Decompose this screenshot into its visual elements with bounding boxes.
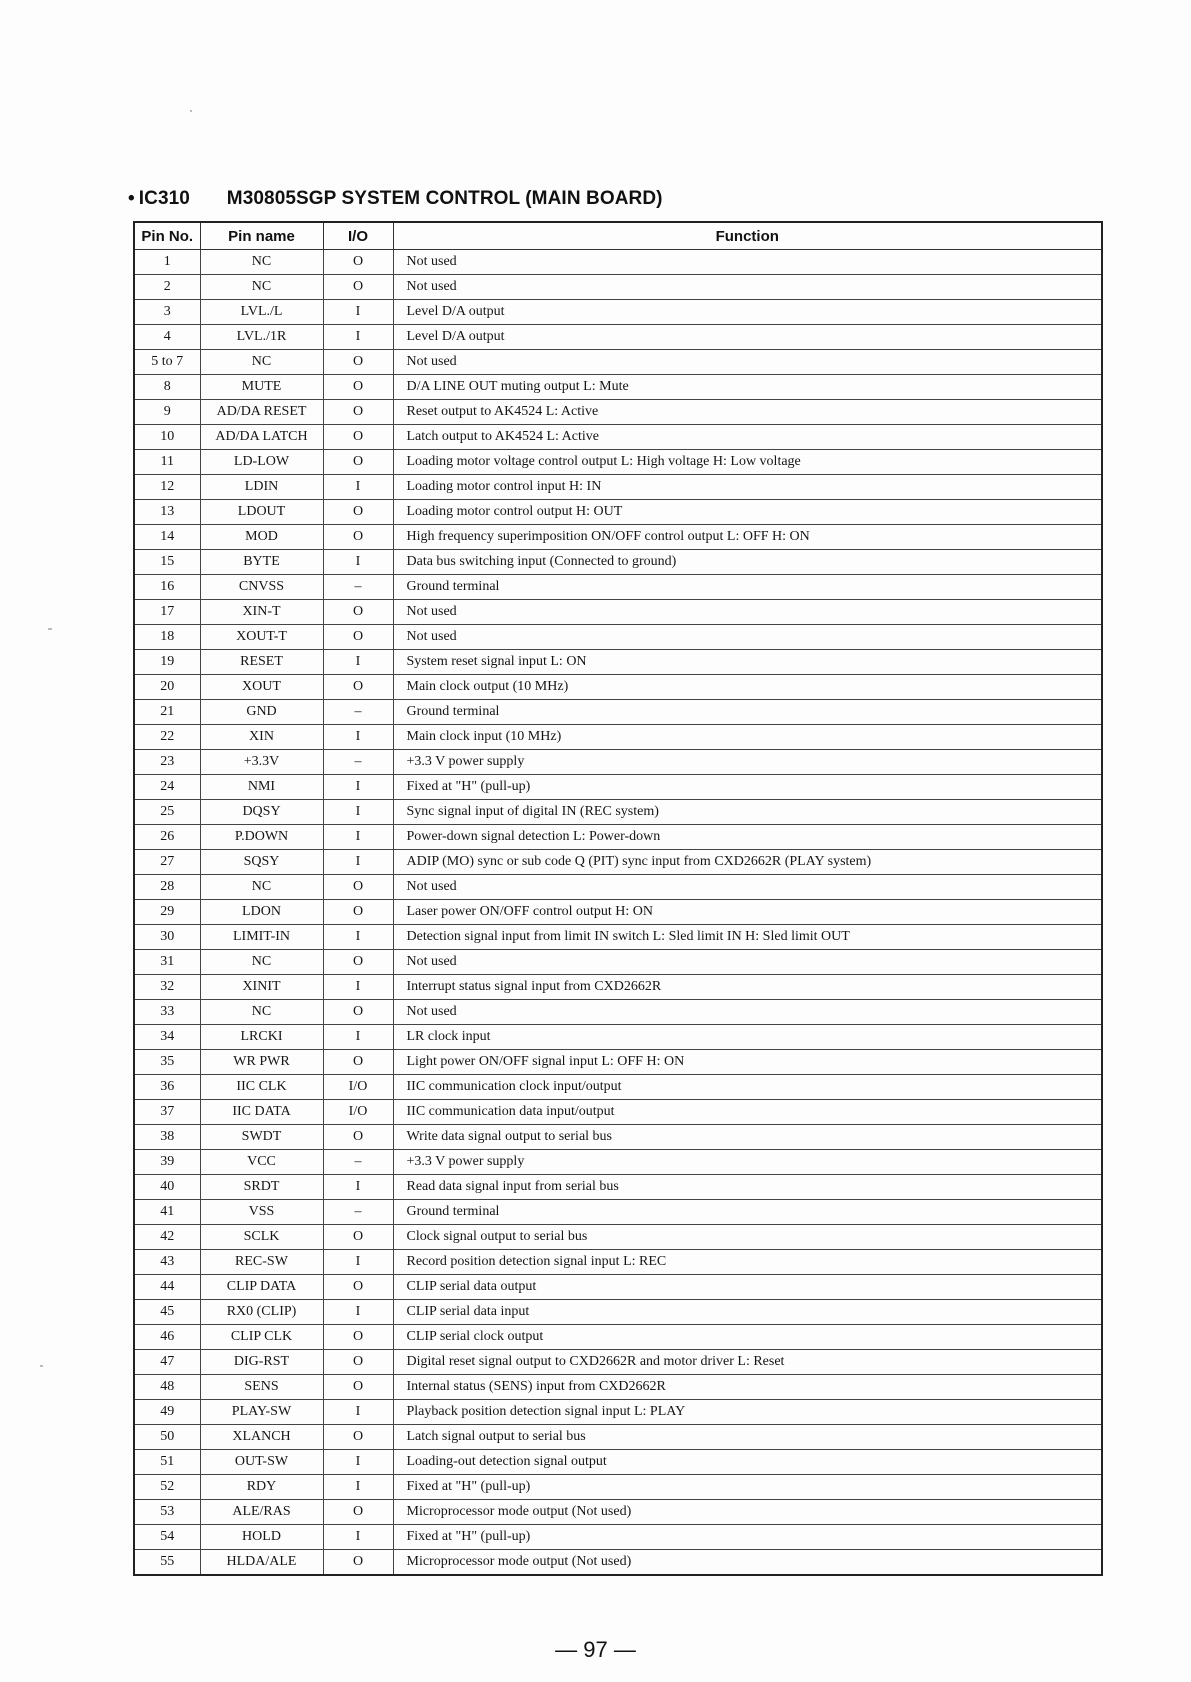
table-row — [134, 1175, 1102, 1200]
cell-function: Fixed at "H" (pull-up) — [393, 1475, 1102, 1500]
cell-function: Level D/A output — [393, 300, 1102, 325]
table-row — [134, 550, 1102, 575]
cell-io: O — [323, 1325, 393, 1350]
table-row — [134, 1050, 1102, 1075]
cell-pin-name: NC — [200, 350, 323, 375]
cell-pin-name: VCC — [200, 1150, 323, 1175]
cell-function: ADIP (MO) sync or sub code Q (PIT) sync input from CXD2662R (PLAY system) — [393, 850, 1102, 875]
cell-pin-no: 25 — [134, 800, 200, 825]
cell-function: Not used — [393, 350, 1102, 375]
pin-function-table — [133, 221, 1103, 1576]
cell-pin-name: RDY — [200, 1475, 323, 1500]
table-row — [134, 1300, 1102, 1325]
cell-pin-name: NC — [200, 950, 323, 975]
cell-pin-no: 10 — [134, 425, 200, 450]
table-row — [134, 925, 1102, 950]
scan-speck — [190, 110, 192, 112]
cell-pin-no: 54 — [134, 1525, 200, 1550]
cell-pin-name: LRCKI — [200, 1025, 323, 1050]
table-row — [134, 625, 1102, 650]
cell-pin-name: AD/DA RESET — [200, 400, 323, 425]
header-pin-no: Pin No. — [134, 222, 200, 250]
cell-function: LR clock input — [393, 1025, 1102, 1050]
cell-io: I — [323, 1250, 393, 1275]
cell-io: O — [323, 350, 393, 375]
cell-pin-name: NMI — [200, 775, 323, 800]
cell-pin-name: LDOUT — [200, 500, 323, 525]
section-heading — [128, 188, 663, 210]
header-io: I/O — [323, 222, 393, 250]
cell-pin-name: LDIN — [200, 475, 323, 500]
cell-pin-no: 14 — [134, 525, 200, 550]
cell-function: High frequency superimposition ON/OFF control output L: OFF H: ON — [393, 525, 1102, 550]
cell-io: I — [323, 1450, 393, 1475]
cell-function: Fixed at "H" (pull-up) — [393, 775, 1102, 800]
cell-pin-name: XOUT-T — [200, 625, 323, 650]
cell-pin-no: 9 — [134, 400, 200, 425]
table-row — [134, 775, 1102, 800]
cell-pin-no: 2 — [134, 275, 200, 300]
cell-io: I — [323, 850, 393, 875]
cell-pin-no: 8 — [134, 375, 200, 400]
cell-pin-name: LD-LOW — [200, 450, 323, 475]
table-row — [134, 1325, 1102, 1350]
cell-pin-no: 49 — [134, 1400, 200, 1425]
cell-pin-name: RESET — [200, 650, 323, 675]
cell-pin-name: NC — [200, 875, 323, 900]
table-row — [134, 350, 1102, 375]
cell-io: O — [323, 500, 393, 525]
cell-pin-name: NC — [200, 275, 323, 300]
cell-function: Playback position detection signal input L: PLAY — [393, 1400, 1102, 1425]
cell-pin-name: LVL./1R — [200, 325, 323, 350]
cell-pin-no: 27 — [134, 850, 200, 875]
cell-function: IIC communication data input/output — [393, 1100, 1102, 1125]
cell-pin-name: SQSY — [200, 850, 323, 875]
cell-io: – — [323, 1150, 393, 1175]
cell-pin-name: CLIP CLK — [200, 1325, 323, 1350]
cell-pin-no: 38 — [134, 1125, 200, 1150]
cell-pin-no: 52 — [134, 1475, 200, 1500]
cell-io: – — [323, 1200, 393, 1225]
cell-pin-no: 43 — [134, 1250, 200, 1275]
table-row — [134, 800, 1102, 825]
cell-io: – — [323, 575, 393, 600]
cell-io: O — [323, 1500, 393, 1525]
table-row — [134, 725, 1102, 750]
cell-function: Not used — [393, 875, 1102, 900]
cell-pin-no: 19 — [134, 650, 200, 675]
cell-function: D/A LINE OUT muting output L: Mute — [393, 375, 1102, 400]
cell-function: Loading motor control input H: IN — [393, 475, 1102, 500]
cell-io: I — [323, 1175, 393, 1200]
cell-io: I — [323, 925, 393, 950]
table-row — [134, 1400, 1102, 1425]
cell-pin-no: 46 — [134, 1325, 200, 1350]
cell-pin-no: 31 — [134, 950, 200, 975]
cell-pin-no: 51 — [134, 1450, 200, 1475]
table-row — [134, 700, 1102, 725]
cell-pin-no: 42 — [134, 1225, 200, 1250]
cell-io: I — [323, 1025, 393, 1050]
cell-pin-no: 55 — [134, 1550, 200, 1576]
cell-pin-name: WR PWR — [200, 1050, 323, 1075]
cell-pin-no: 23 — [134, 750, 200, 775]
header-pin-name: Pin name — [200, 222, 323, 250]
cell-function: Not used — [393, 1000, 1102, 1025]
table-row — [134, 900, 1102, 925]
cell-pin-name: P.DOWN — [200, 825, 323, 850]
table-body — [134, 250, 1102, 1576]
cell-pin-no: 28 — [134, 875, 200, 900]
cell-pin-name: XINIT — [200, 975, 323, 1000]
cell-io: I — [323, 1400, 393, 1425]
cell-pin-no: 11 — [134, 450, 200, 475]
cell-function: Latch output to AK4524 L: Active — [393, 425, 1102, 450]
cell-function: Read data signal input from serial bus — [393, 1175, 1102, 1200]
cell-function: Microprocessor mode output (Not used) — [393, 1500, 1102, 1525]
cell-pin-no: 32 — [134, 975, 200, 1000]
cell-io: O — [323, 375, 393, 400]
cell-pin-no: 21 — [134, 700, 200, 725]
cell-pin-name: +3.3V — [200, 750, 323, 775]
cell-pin-name: SENS — [200, 1375, 323, 1400]
cell-function: +3.3 V power supply — [393, 1150, 1102, 1175]
table-row — [134, 1350, 1102, 1375]
cell-function: Ground terminal — [393, 700, 1102, 725]
table-row — [134, 275, 1102, 300]
cell-io: O — [323, 1275, 393, 1300]
cell-io: O — [323, 1350, 393, 1375]
cell-pin-name: RX0 (CLIP) — [200, 1300, 323, 1325]
cell-pin-no: 15 — [134, 550, 200, 575]
cell-pin-name: DIG-RST — [200, 1350, 323, 1375]
cell-io: I/O — [323, 1075, 393, 1100]
table-row — [134, 325, 1102, 350]
cell-pin-name: REC-SW — [200, 1250, 323, 1275]
scan-speck — [48, 628, 52, 630]
cell-pin-name: XIN-T — [200, 600, 323, 625]
cell-io: I — [323, 325, 393, 350]
cell-pin-name: IIC CLK — [200, 1075, 323, 1100]
cell-function: Ground terminal — [393, 1200, 1102, 1225]
table-row — [134, 1000, 1102, 1025]
cell-pin-no: 35 — [134, 1050, 200, 1075]
table-row — [134, 1200, 1102, 1225]
cell-pin-name: SRDT — [200, 1175, 323, 1200]
heading-ic-label: IC310 — [138, 188, 190, 209]
cell-function: Detection signal input from limit IN switch L: Sled limit IN H: Sled limit OUT — [393, 925, 1102, 950]
cell-function: +3.3 V power supply — [393, 750, 1102, 775]
cell-pin-no: 5 to 7 — [134, 350, 200, 375]
cell-pin-name: IIC DATA — [200, 1100, 323, 1125]
table-header-row — [134, 222, 1102, 250]
cell-io: I — [323, 775, 393, 800]
cell-io: O — [323, 600, 393, 625]
cell-io: I — [323, 975, 393, 1000]
cell-io: O — [323, 1050, 393, 1075]
cell-pin-no: 47 — [134, 1350, 200, 1375]
table-row — [134, 475, 1102, 500]
cell-io: O — [323, 1125, 393, 1150]
cell-pin-no: 17 — [134, 600, 200, 625]
cell-pin-name: AD/DA LATCH — [200, 425, 323, 450]
cell-function: Main clock input (10 MHz) — [393, 725, 1102, 750]
table-row — [134, 950, 1102, 975]
cell-function: Sync signal input of digital IN (REC system) — [393, 800, 1102, 825]
cell-io: O — [323, 625, 393, 650]
cell-pin-name: CLIP DATA — [200, 1275, 323, 1300]
cell-io: I/O — [323, 1100, 393, 1125]
table-row — [134, 400, 1102, 425]
cell-pin-name: PLAY-SW — [200, 1400, 323, 1425]
table-row — [134, 525, 1102, 550]
cell-io: – — [323, 700, 393, 725]
table-row — [134, 575, 1102, 600]
cell-pin-name: SCLK — [200, 1225, 323, 1250]
cell-pin-no: 44 — [134, 1275, 200, 1300]
cell-pin-no: 50 — [134, 1425, 200, 1450]
table-row — [134, 1425, 1102, 1450]
cell-io: O — [323, 425, 393, 450]
cell-pin-no: 40 — [134, 1175, 200, 1200]
cell-function: Ground terminal — [393, 575, 1102, 600]
cell-function: Fixed at "H" (pull-up) — [393, 1525, 1102, 1550]
cell-io: I — [323, 1300, 393, 1325]
cell-pin-name: SWDT — [200, 1125, 323, 1150]
table-row — [134, 1125, 1102, 1150]
table-row — [134, 750, 1102, 775]
table-row — [134, 600, 1102, 625]
table-row — [134, 1100, 1102, 1125]
cell-pin-name: HOLD — [200, 1525, 323, 1550]
cell-pin-name: XOUT — [200, 675, 323, 700]
cell-pin-no: 12 — [134, 475, 200, 500]
cell-pin-no: 48 — [134, 1375, 200, 1400]
table-row — [134, 850, 1102, 875]
cell-pin-no: 34 — [134, 1025, 200, 1050]
cell-pin-name: NC — [200, 1000, 323, 1025]
cell-pin-name: XIN — [200, 725, 323, 750]
cell-function: Not used — [393, 625, 1102, 650]
cell-pin-no: 18 — [134, 625, 200, 650]
cell-io: O — [323, 950, 393, 975]
table-row — [134, 1275, 1102, 1300]
table-row — [134, 1250, 1102, 1275]
cell-io: I — [323, 725, 393, 750]
cell-function: Not used — [393, 250, 1102, 275]
cell-pin-name: NC — [200, 250, 323, 275]
cell-function: Not used — [393, 275, 1102, 300]
cell-pin-no: 39 — [134, 1150, 200, 1175]
heading-bullet: • — [128, 188, 135, 209]
cell-pin-no: 36 — [134, 1075, 200, 1100]
scan-speck — [40, 1365, 43, 1367]
cell-function: Interrupt status signal input from CXD2662R — [393, 975, 1102, 1000]
cell-function: IIC communication clock input/output — [393, 1075, 1102, 1100]
cell-io: I — [323, 550, 393, 575]
cell-function: Latch signal output to serial bus — [393, 1425, 1102, 1450]
cell-io: O — [323, 450, 393, 475]
cell-io: O — [323, 525, 393, 550]
cell-function: Write data signal output to serial bus — [393, 1125, 1102, 1150]
cell-pin-no: 29 — [134, 900, 200, 925]
table-row — [134, 500, 1102, 525]
cell-pin-name: MUTE — [200, 375, 323, 400]
cell-function: Internal status (SENS) input from CXD2662R — [393, 1375, 1102, 1400]
cell-io: O — [323, 875, 393, 900]
table-row — [134, 1525, 1102, 1550]
cell-pin-no: 33 — [134, 1000, 200, 1025]
cell-pin-name: LDON — [200, 900, 323, 925]
cell-pin-no: 4 — [134, 325, 200, 350]
cell-function: Light power ON/OFF signal input L: OFF H: ON — [393, 1050, 1102, 1075]
page-number: — 97 — — [555, 1637, 636, 1662]
cell-function: Loading motor voltage control output L: High voltage H: Low voltage — [393, 450, 1102, 475]
table-row — [134, 375, 1102, 400]
cell-io: O — [323, 250, 393, 275]
cell-function: Not used — [393, 600, 1102, 625]
table-row — [134, 250, 1102, 275]
table-row — [134, 1150, 1102, 1175]
cell-function: CLIP serial data output — [393, 1275, 1102, 1300]
table-row — [134, 1550, 1102, 1576]
cell-io: O — [323, 1375, 393, 1400]
cell-io: I — [323, 1525, 393, 1550]
cell-function: Main clock output (10 MHz) — [393, 675, 1102, 700]
cell-function: Level D/A output — [393, 325, 1102, 350]
cell-function: Loading motor control output H: OUT — [393, 500, 1102, 525]
table-row — [134, 1475, 1102, 1500]
cell-pin-no: 24 — [134, 775, 200, 800]
cell-function: Clock signal output to serial bus — [393, 1225, 1102, 1250]
table-row — [134, 300, 1102, 325]
cell-pin-no: 20 — [134, 675, 200, 700]
cell-function: CLIP serial data input — [393, 1300, 1102, 1325]
cell-pin-no: 45 — [134, 1300, 200, 1325]
cell-pin-no: 13 — [134, 500, 200, 525]
table-row — [134, 1025, 1102, 1050]
table-row — [134, 1225, 1102, 1250]
cell-io: – — [323, 750, 393, 775]
cell-io: O — [323, 275, 393, 300]
table-row — [134, 875, 1102, 900]
cell-pin-name: DQSY — [200, 800, 323, 825]
cell-io: O — [323, 1425, 393, 1450]
table-row — [134, 425, 1102, 450]
cell-pin-no: 22 — [134, 725, 200, 750]
cell-pin-name: CNVSS — [200, 575, 323, 600]
cell-function: Laser power ON/OFF control output H: ON — [393, 900, 1102, 925]
cell-io: I — [323, 475, 393, 500]
cell-function: Record position detection signal input L: REC — [393, 1250, 1102, 1275]
cell-function: Power-down signal detection L: Power-down — [393, 825, 1102, 850]
cell-pin-name: VSS — [200, 1200, 323, 1225]
table-row — [134, 1500, 1102, 1525]
cell-io: I — [323, 1475, 393, 1500]
cell-io: O — [323, 400, 393, 425]
cell-pin-no: 3 — [134, 300, 200, 325]
cell-pin-name: BYTE — [200, 550, 323, 575]
cell-pin-name: LIMIT-IN — [200, 925, 323, 950]
table-row — [134, 675, 1102, 700]
cell-pin-no: 1 — [134, 250, 200, 275]
cell-pin-name: GND — [200, 700, 323, 725]
cell-pin-no: 16 — [134, 575, 200, 600]
cell-pin-no: 30 — [134, 925, 200, 950]
table-row — [134, 1075, 1102, 1100]
cell-io: O — [323, 900, 393, 925]
table-row — [134, 450, 1102, 475]
table-row — [134, 975, 1102, 1000]
cell-function: System reset signal input L: ON — [393, 650, 1102, 675]
cell-pin-name: OUT-SW — [200, 1450, 323, 1475]
cell-function: Loading-out detection signal output — [393, 1450, 1102, 1475]
cell-io: I — [323, 650, 393, 675]
cell-io: O — [323, 1225, 393, 1250]
table-row — [134, 650, 1102, 675]
cell-function: CLIP serial clock output — [393, 1325, 1102, 1350]
cell-pin-name: XLANCH — [200, 1425, 323, 1450]
header-function: Function — [393, 222, 1102, 250]
heading-title: M30805SGP SYSTEM CONTROL (MAIN BOARD) — [226, 188, 663, 209]
table-row — [134, 825, 1102, 850]
cell-pin-name: MOD — [200, 525, 323, 550]
table-row — [134, 1375, 1102, 1400]
cell-pin-no: 26 — [134, 825, 200, 850]
cell-io: O — [323, 675, 393, 700]
cell-pin-no: 53 — [134, 1500, 200, 1525]
cell-function: Not used — [393, 950, 1102, 975]
cell-function: Microprocessor mode output (Not used) — [393, 1550, 1102, 1576]
cell-function: Digital reset signal output to CXD2662R and motor driver L: Reset — [393, 1350, 1102, 1375]
table-row — [134, 1450, 1102, 1475]
cell-pin-name: ALE/RAS — [200, 1500, 323, 1525]
cell-pin-name: LVL./L — [200, 300, 323, 325]
cell-io: O — [323, 1550, 393, 1576]
cell-io: I — [323, 825, 393, 850]
cell-io: O — [323, 1000, 393, 1025]
cell-pin-no: 37 — [134, 1100, 200, 1125]
cell-pin-name: HLDA/ALE — [200, 1550, 323, 1576]
cell-io: I — [323, 300, 393, 325]
cell-pin-no: 41 — [134, 1200, 200, 1225]
cell-io: I — [323, 800, 393, 825]
cell-function: Data bus switching input (Connected to ground) — [393, 550, 1102, 575]
cell-function: Reset output to AK4524 L: Active — [393, 400, 1102, 425]
